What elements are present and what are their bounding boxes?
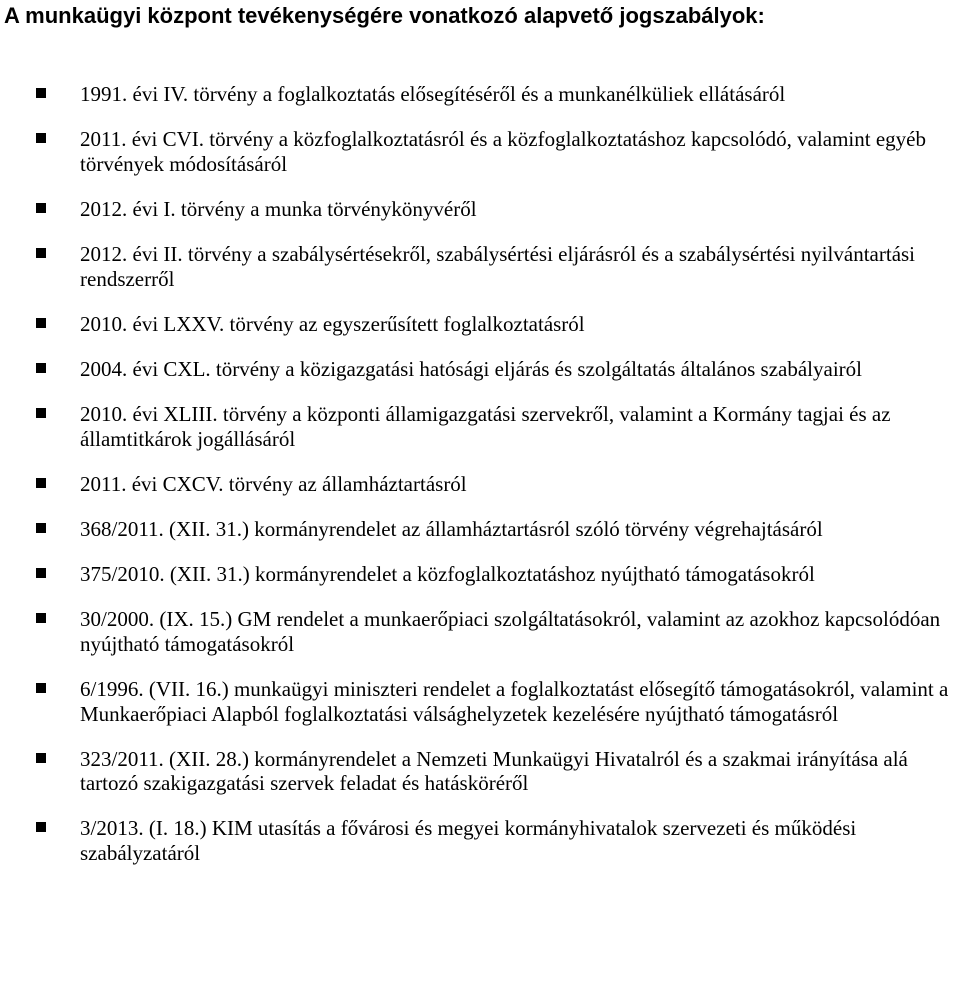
- square-bullet-icon: [36, 318, 46, 328]
- square-bullet-icon: [36, 203, 46, 213]
- list-item: [0, 312, 960, 337]
- square-bullet-icon: [36, 363, 46, 373]
- square-bullet-icon: [36, 568, 46, 578]
- list-item: [0, 197, 960, 222]
- law-list: [0, 82, 960, 886]
- square-bullet-icon: [36, 523, 46, 533]
- list-item-text: 2010. évi XLIII. törvény a központi államigazgatási szervekről, valamint a Kormány tagjai és az államtitkárok jogállásáról: [80, 402, 891, 451]
- list-item-text: 2011. évi CXCV. törvény az államháztartásról: [80, 471, 467, 496]
- list-item: [0, 607, 960, 656]
- square-bullet-icon: [36, 248, 46, 258]
- square-bullet-icon: [36, 88, 46, 98]
- list-item-text: 6/1996. (VII. 16.) munkaügyi miniszteri rendelet a foglalkoztatást elősegítő támogatásokról, valamint a Munkaerőpiaci Alapból foglalkoztatási válsághelyzetek kezelésére nyújtható támogatásról: [80, 677, 949, 726]
- list-item: [0, 562, 960, 587]
- list-item: [0, 357, 960, 382]
- square-bullet-icon: [36, 753, 46, 763]
- list-item-text: 2012. évi II. törvény a szabálysértésekről, szabálysértési eljárásról és a szabálysértési nyilvántartási rendszerről: [80, 242, 916, 291]
- square-bullet-icon: [36, 133, 46, 143]
- square-bullet-icon: [36, 683, 46, 693]
- list-item: [0, 402, 960, 451]
- list-item-text: 323/2011. (XII. 28.) kormányrendelet a Nemzeti Munkaügyi Hivatalról és a szakmai irányítása alá tartozó szakigazgatási szervek feladat és hatásköréről: [80, 746, 908, 796]
- square-bullet-icon: [36, 613, 46, 623]
- list-item-text: 2004. évi CXL. törvény a közigazgatási hatósági eljárás és szolgáltatás általános szabályairól: [80, 356, 862, 381]
- list-item-text: 1991. évi IV. törvény a foglalkoztatás elősegítéséről és a munkanélküliek ellátásáról: [80, 82, 786, 106]
- square-bullet-icon: [36, 822, 46, 832]
- list-item: [0, 517, 960, 542]
- list-item: [0, 472, 960, 497]
- list-item: [0, 747, 960, 796]
- list-item-text: 2011. évi CVI. törvény a közfoglalkoztatásról és a közfoglalkoztatáshoz kapcsolódó, valamint egyéb törvények módosításáról: [80, 127, 926, 176]
- list-item: [0, 242, 960, 291]
- list-item-text: 2010. évi LXXV. törvény az egyszerűsített foglalkoztatásról: [80, 311, 585, 336]
- square-bullet-icon: [36, 408, 46, 418]
- list-item: [0, 816, 960, 865]
- list-item: [0, 127, 960, 176]
- document-title: A munkaügyi központ tevékenységére vonatkozó alapvető jogszabályok:: [4, 3, 765, 28]
- list-item: [0, 82, 960, 107]
- list-item-text: 375/2010. (XII. 31.) kormányrendelet a közfoglalkoztatáshoz nyújtható támogatásokról: [80, 562, 815, 587]
- list-item-text: 30/2000. (IX. 15.) GM rendelet a munkaerőpiaci szolgáltatásokról, valamint az azokhoz kapcsolódóan nyújtható támogatásokról: [80, 607, 941, 656]
- list-item-text: 3/2013. (I. 18.) KIM utasítás a fővárosi és megyei kormányhivatalok szervezeti és működési szabályzatáról: [80, 816, 857, 865]
- list-item-text: 368/2011. (XII. 31.) kormányrendelet az államháztartásról szóló törvény végrehajtásáról: [80, 517, 823, 541]
- list-item-text: 2012. évi I. törvény a munka törvénykönyvéről: [80, 196, 477, 221]
- square-bullet-icon: [36, 478, 46, 488]
- list-item: [0, 677, 960, 726]
